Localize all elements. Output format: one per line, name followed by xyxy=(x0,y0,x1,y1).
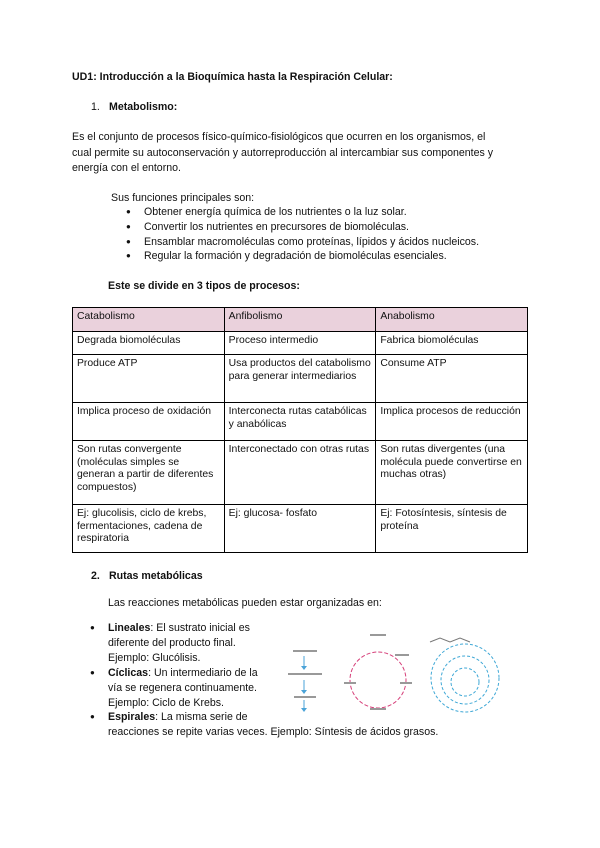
section-number: 1. xyxy=(91,101,100,113)
list-item: ● Obtener energía química de los nutrientes o la luz solar. xyxy=(144,206,407,218)
list-text: Ejemplo: Ciclo de Krebs. xyxy=(108,697,224,709)
table-cell: Ej: glucosa- fosfato xyxy=(224,505,376,553)
table-header: Catabolismo xyxy=(73,308,225,332)
term-text: : Un intermediario de la xyxy=(148,667,258,679)
term-text: : La misma serie de xyxy=(155,711,248,723)
list-item: ● Convertir los nutrientes en precursores de biomoléculas. xyxy=(144,221,409,233)
table-cell: Fabrica biomoléculas xyxy=(376,332,528,355)
table-cell: Ej: glucolisis, ciclo de krebs, fermentaciones, cadena de respiratoria xyxy=(73,505,225,553)
term: Espirales xyxy=(108,711,156,723)
functions-intro: Sus funciones principales son: xyxy=(111,192,255,204)
table-cell: Implica proceso de oxidación xyxy=(73,403,225,441)
table-cell: Usa productos del catabolismo para generar intermediarios xyxy=(224,355,376,403)
table-cell: Son rutas divergentes (una molécula puede convertirse en muchas otras) xyxy=(376,441,528,505)
table-header-row xyxy=(73,308,528,332)
list-item-linear xyxy=(108,622,250,634)
table-cell: Son rutas convergente (moléculas simples se generan a partir de diferentes compuestos) xyxy=(73,441,225,505)
section-number: 2. xyxy=(91,570,100,582)
table-cell: Ej: Fotosíntesis, síntesis de proteína xyxy=(376,505,528,553)
document-title: UD1: Introducción a la Bioquímica hasta la Respiración Celular: xyxy=(72,71,393,83)
table-row xyxy=(73,441,528,505)
term-text: : El sustrato inicial es xyxy=(150,622,250,634)
spiral-pathway-diagram xyxy=(430,638,499,712)
metabolic-pathways-figure xyxy=(280,628,500,716)
table-header: Anabolismo xyxy=(376,308,528,332)
table-intro: Este se divide en 3 tipos de procesos: xyxy=(108,280,300,292)
list-item-spiral xyxy=(108,711,248,723)
list-item-cyclic xyxy=(108,667,258,679)
term: Cíclicas xyxy=(108,667,149,679)
table-cell: Interconectado con otras rutas xyxy=(224,441,376,505)
term: Lineales xyxy=(108,622,151,634)
section-heading: Rutas metabólicas xyxy=(109,570,203,582)
table-cell: Consume ATP xyxy=(376,355,528,403)
list-item: ● Ensamblar macromoléculas como proteínas, lípidos y ácidos nucleicos. xyxy=(144,236,479,248)
section-heading: Metabolismo: xyxy=(109,101,178,113)
paragraph-line: energía con el entorno. xyxy=(72,162,181,174)
table-row xyxy=(73,332,528,355)
section-intro: Las reacciones metabólicas pueden estar organizadas en: xyxy=(108,597,382,609)
list-text: reacciones se repite varias veces. Ejemplo: Síntesis de ácidos grasos. xyxy=(108,726,439,738)
linear-pathway-diagram xyxy=(288,650,322,712)
list-text: Ejemplo: Glucólisis. xyxy=(108,652,201,664)
table-cell: Interconecta rutas catabólicas y anabólicas xyxy=(224,403,376,441)
table-row xyxy=(73,505,528,553)
list-text: vía se regenera continuamente. xyxy=(108,682,257,694)
table-header: Anfibolismo xyxy=(224,308,376,332)
table-cell: Produce ATP xyxy=(73,355,225,403)
list-item: ● Regular la formación y degradación de biomoléculas esenciales. xyxy=(144,250,447,262)
table-cell: Proceso intermedio xyxy=(224,332,376,355)
cyclic-pathway-diagram xyxy=(344,634,412,710)
table-row xyxy=(73,355,528,403)
paragraph-line: cual permite su autoconservación y autorreproducción al intercambiar sus componentes y xyxy=(72,147,494,159)
metabolism-table xyxy=(72,307,528,553)
table-row xyxy=(73,403,528,441)
table-cell: Implica procesos de reducción xyxy=(376,403,528,441)
paragraph-line: Es el conjunto de procesos físico-químico-fisiológicos que ocurren en los organismos, el xyxy=(72,131,486,143)
table-cell: Degrada biomoléculas xyxy=(73,332,225,355)
list-text: diferente del producto final. xyxy=(108,637,236,649)
